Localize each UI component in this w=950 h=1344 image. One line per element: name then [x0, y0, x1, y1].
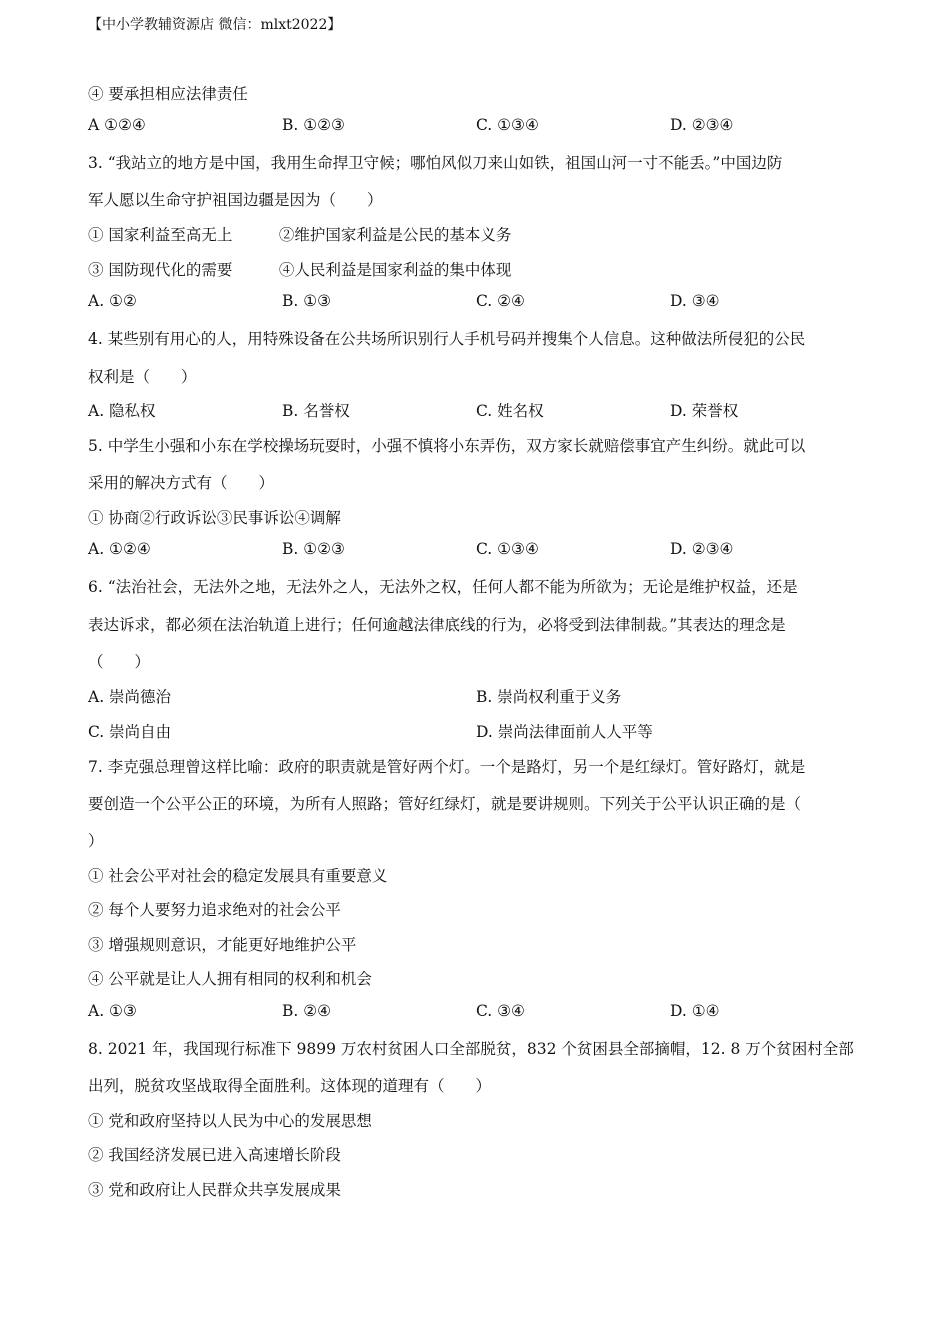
- page-header: 【中小学教辅资源店 微信：mlxt2022】: [88, 17, 342, 33]
- q4-option-b: B. 名誉权: [282, 402, 350, 420]
- q4-option-a: A. 隐私权: [88, 402, 156, 420]
- q4-option-c: C. 姓名权: [476, 402, 544, 420]
- q7-item4: ④ 公平就是让人人拥有相同的权利和机会: [88, 970, 372, 988]
- q4-stem-line1: 4. 某些别有用心的人，用特殊设备在公共场所识别行人手机号码并搜集个人信息。这种做法所侵犯的公民: [88, 330, 806, 348]
- q5-stem-line1: 5. 中学生小强和小东在学校操场玩耍时，小强不慎将小东弄伤，双方家长就赔偿事宜产生纠纷。就此可以: [88, 437, 806, 455]
- q6-stem-line1: 6. “法治社会，无法外之地，无法外之人，无法外之权，任何人都不能为所欲为；无论是维护权益，还是: [88, 578, 798, 596]
- q3-stem-line1: 3. “我站立的地方是中国，我用生命捍卫守候；哪怕风似刀来山如铁，祖国山河一寸不能丢。”中国边防: [88, 154, 783, 172]
- q5-option-a: A. ①②④: [88, 540, 151, 558]
- q8-stem-line2: 出列，脱贫攻坚战取得全面胜利。这体现的道理有（ ）: [88, 1077, 492, 1095]
- q7-item3: ③ 增强规则意识，才能更好地维护公平: [88, 936, 357, 954]
- q2-option-a: A ①②④: [88, 116, 146, 134]
- q7-stem-line3: ）: [88, 832, 104, 850]
- q6-stem-line2: 表达诉求，都必须在法治轨道上进行；任何逾越法律底线的行为，必将受到法律制裁。”其表达的理念是: [88, 616, 786, 634]
- q4-stem-line2: 权利是（ ）: [88, 368, 197, 386]
- q3-option-b: B. ①③: [282, 292, 332, 310]
- q4-option-d: D. 荣誉权: [670, 402, 739, 420]
- q7-option-a: A. ①③: [88, 1002, 137, 1020]
- q2-item4: ④ 要承担相应法律责任: [88, 85, 248, 103]
- q6-stem-line3: （ ）: [88, 653, 151, 671]
- q5-items: ① 协商②行政诉讼③民事诉讼④调解: [88, 509, 341, 527]
- q2-option-c: C. ①③④: [476, 116, 539, 134]
- q7-item2: ② 每个人要努力追求绝对的社会公平: [88, 901, 341, 919]
- q8-item2: ② 我国经济发展已进入高速增长阶段: [88, 1146, 341, 1164]
- q2-option-d: D. ②③④: [670, 116, 734, 134]
- q7-item1: ① 社会公平对社会的稳定发展具有重要意义: [88, 867, 388, 885]
- q6-option-b: B. 崇尚权利重于义务: [476, 688, 622, 706]
- q5-option-b: B. ①②③: [282, 540, 345, 558]
- q3-items-line2: ③ 国防现代化的需要 ④人民利益是国家利益的集中体现: [88, 261, 512, 279]
- q5-option-d: D. ②③④: [670, 540, 734, 558]
- q8-stem-line1: 8. 2021 年，我国现行标准下 9899 万农村贫困人口全部脱贫，832 个贫困县全部摘帽，12. 8 万个贫困村全部: [88, 1040, 854, 1058]
- q3-stem-line2: 军人愿以生命守护祖国边疆是因为（ ）: [88, 191, 383, 209]
- q7-option-c: C. ③④: [476, 1002, 525, 1020]
- q5-stem-line2: 采用的解决方式有（ ）: [88, 474, 275, 492]
- q7-stem-line2: 要创造一个公平公正的环境，为所有人照路；管好红绿灯，就是要讲规则。下列关于公平认识正确的是（: [88, 795, 802, 813]
- q7-option-d: D. ①④: [670, 1002, 720, 1020]
- q7-stem-line1: 7. 李克强总理曾这样比喻：政府的职责就是管好两个灯。一个是路灯，另一个是红绿灯。管好路灯，就是: [88, 758, 806, 776]
- q7-option-b: B. ②④: [282, 1002, 332, 1020]
- q8-item3: ③ 党和政府让人民群众共享发展成果: [88, 1181, 341, 1199]
- q3-option-d: D. ③④: [670, 292, 720, 310]
- q5-option-c: C. ①③④: [476, 540, 539, 558]
- q8-item1: ① 党和政府坚持以人民为中心的发展思想: [88, 1112, 372, 1130]
- q2-option-b: B. ①②③: [282, 116, 345, 134]
- q6-option-c: C. 崇尚自由: [88, 723, 172, 741]
- q3-option-a: A. ①②: [88, 292, 137, 310]
- q6-option-d: D. 崇尚法律面前人人平等: [476, 723, 653, 741]
- q6-option-a: A. 崇尚德治: [88, 688, 172, 706]
- q3-option-c: C. ②④: [476, 292, 525, 310]
- q3-items-line1: ① 国家利益至高无上 ②维护国家利益是公民的基本义务: [88, 226, 512, 244]
